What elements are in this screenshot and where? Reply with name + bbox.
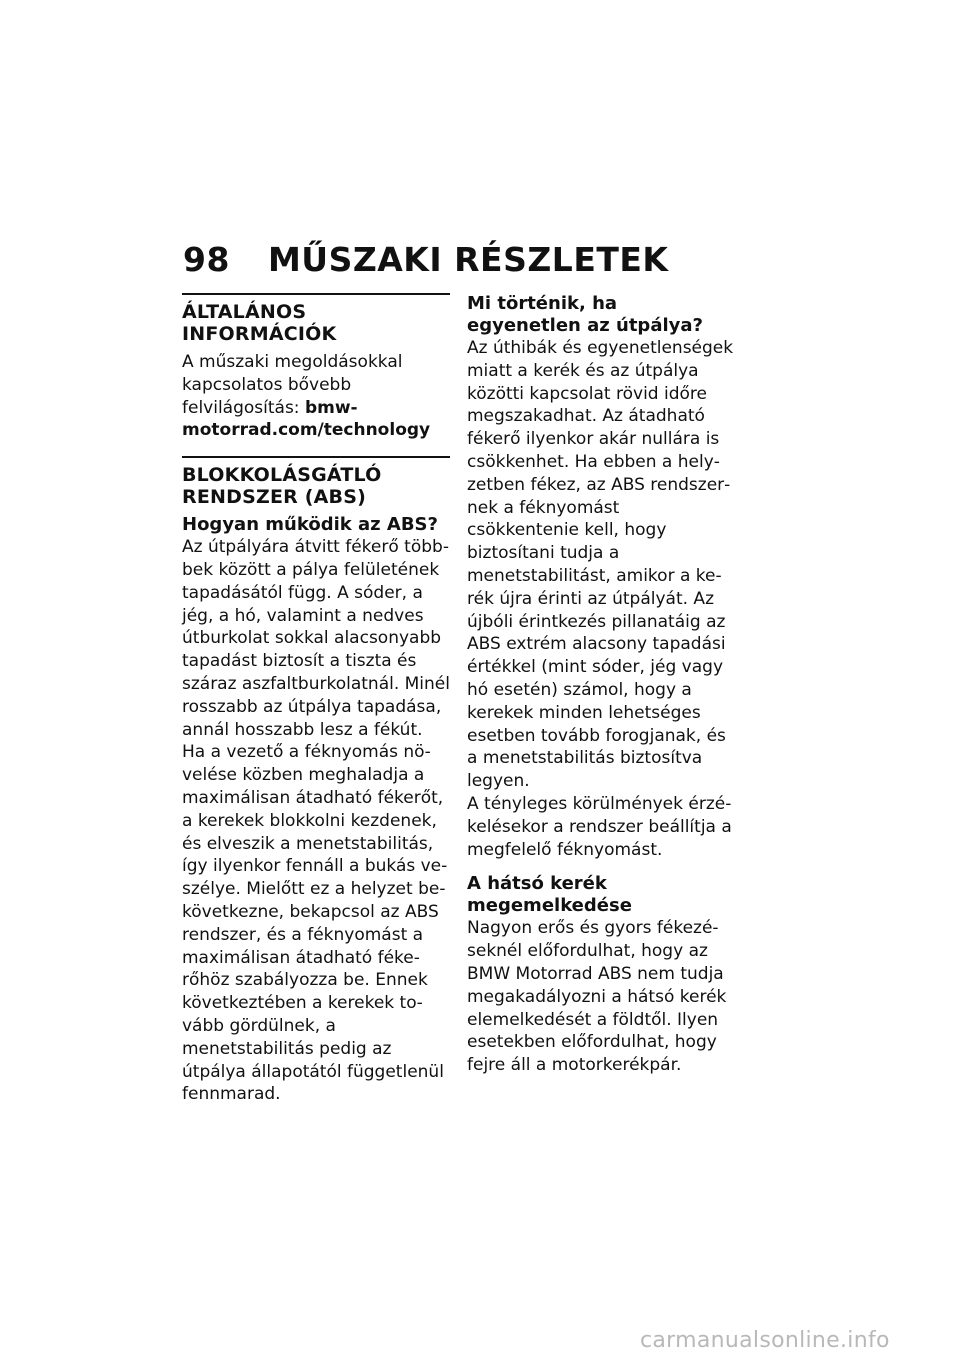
general-info-heading: ÁLTALÁNOS INFORMÁCIÓK: [182, 301, 337, 345]
rear-wheel-lift-paragraph: Nagyon erős és gyors fékezéseknél előfordulhat, hogy az BMW Motorrad ABS nem tudja megakadályozni a hátsó kerék elemelkedését a földtől. Ilyen esetekben előfordulhat, hogy fejre áll a motorkerékpár.: [467, 918, 727, 1076]
site-watermark: carmanualsonline.info: [640, 1328, 890, 1353]
abs-heading: BLOKKOLÁSGÁTLÓ RENDSZER (ABS): [182, 464, 382, 509]
section-divider: [182, 293, 450, 295]
abs-paragraph-1: Az útpályára átvitt fékerő többbek között a pálya felületének tapadásától függ. A sóder, a jég, a hó, valamint a nedves útburkolat sokkal alacsonyabb tapadást biztosít a tiszta és száraz aszfaltburkolatnál. Minél rosszabb az útpálya tapadása, annál hosszabb lesz a fékút.: [182, 537, 450, 740]
uneven-road-block: [467, 293, 735, 861]
technology-link[interactable]: bmw-motorrad.com/technology: [182, 397, 431, 441]
uneven-road-heading: Mi történik, ha egyenetlen az útpálya?: [467, 293, 703, 336]
uneven-road-paragraph-1: Az úthibák és egyenetlenségek miatt a kerék és az útpálya közötti kapcsolat rövid időre megszakadhat. Az átadható fékerő ilyenkor akár nullára is csökkenhet. Ha ebben a helyzetben fékez, az ABS rendszernek a féknyomást csökkentenie kell, hogy biztosítani tudja a menetstabilitást, amikor a kerék újra érinti az útpályát. Az újbóli érintkezés pillanatáig az ABS extrém alacsony tapadási értékkel (mint sóder, jég vagy hó esetén) számol, hogy a kerekek minden lehetséges esetben tovább forogjanak, és a menetstabilitás biztosítva legyen.: [467, 338, 734, 792]
abs-subheading: Hogyan működik az ABS?: [182, 514, 438, 536]
rear-wheel-lift-block: [467, 873, 735, 1077]
page-header: [183, 240, 669, 279]
page-title: MŰSZAKI RÉSZLETEK: [267, 240, 669, 279]
right-column: [467, 293, 735, 1089]
rear-wheel-lift-heading: A hátsó kerék megemelkedése: [467, 873, 632, 917]
page-number: 98: [183, 240, 230, 279]
general-info-section: [182, 293, 450, 442]
abs-section: [182, 456, 450, 1106]
general-info-text: [182, 351, 450, 442]
abs-paragraph-2: Ha a vezető a féknyomás növelése közben meghaladja a maximálisan átadható fékerőt, a kerekek blokkolni kezdenek, és elveszik a menetstabilitás, így ilyenkor fennáll a bukás veszélye. Mielőtt ez a helyzet bekövetkezne, bekapcsol az ABS rendszer, és a féknyomást a maximálisan átadható fékerőhöz szabályozza be. Ennek következtében a kerekek tovább gördülnek, a menetstabilitás pedig az útpálya állapotától függetlenül fennmarad.: [182, 742, 448, 1105]
general-info-body: A műszaki megoldásokkal kapcsolatos bővebb felvilágosítás:: [182, 352, 403, 418]
section-divider: [182, 456, 450, 458]
uneven-road-paragraph-2: A tényleges körülmények érzékelésekor a rendszer beállítja a megfelelő féknyomást.: [467, 793, 732, 860]
left-column: [182, 293, 450, 1120]
